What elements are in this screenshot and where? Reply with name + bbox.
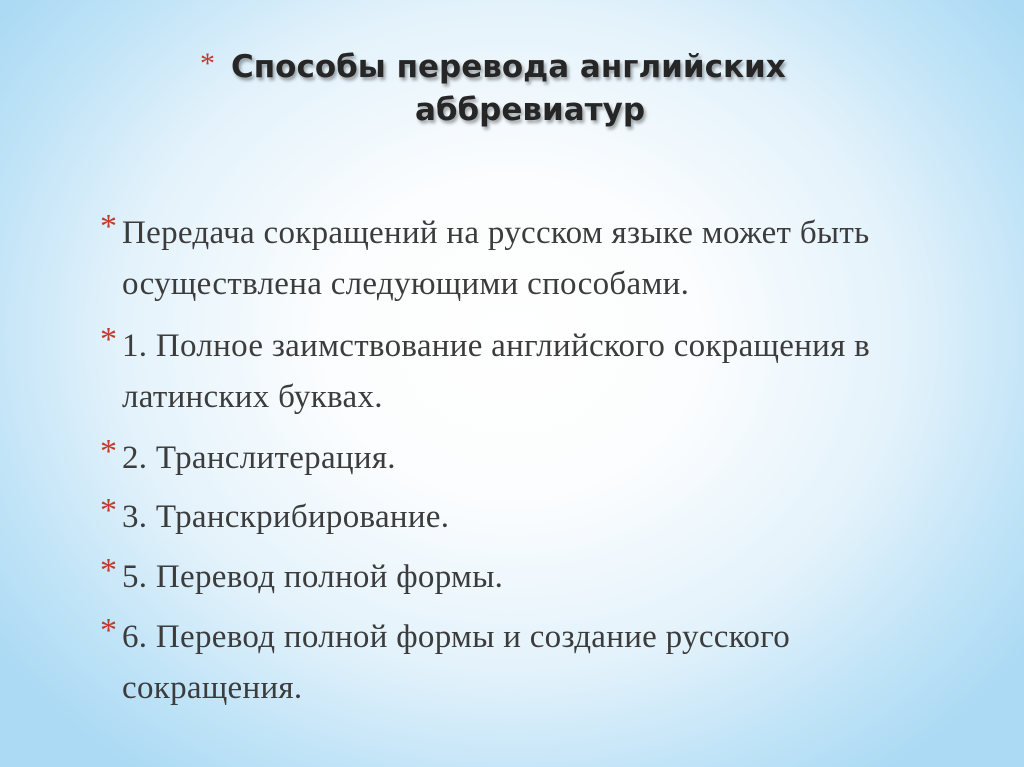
- list-item-text: 2. Транслитерация.: [122, 440, 396, 476]
- bullet-icon: *: [100, 492, 118, 529]
- slide-title: [200, 42, 820, 132]
- list-item-text: 1. Полное заимствование английского сокращения в латинских буквах.: [122, 328, 871, 415]
- bullet-icon: *: [100, 612, 118, 649]
- bullet-icon: *: [100, 321, 118, 358]
- title-line-2: аббревиатур: [414, 92, 646, 128]
- title-bullet-icon: *: [200, 47, 215, 80]
- list-item: [100, 612, 960, 714]
- list-item: [100, 208, 960, 310]
- list-item-text: 6. Перевод полной формы и создание русского сокращения.: [122, 619, 791, 706]
- list-item: [100, 552, 960, 603]
- bullet-icon: *: [100, 433, 118, 470]
- list-item: [100, 492, 960, 543]
- list-item-text: 3. Транскрибирование.: [122, 499, 450, 535]
- list-item-text: 5. Перевод полной формы.: [122, 559, 504, 595]
- title-line-1: [200, 42, 820, 89]
- title-text-1: Способы перевода английских: [231, 49, 786, 85]
- bullet-icon: *: [100, 552, 118, 589]
- bullet-list: [100, 208, 960, 714]
- bullet-icon: *: [100, 208, 118, 245]
- list-item: [100, 321, 960, 423]
- list-item-text: Передача сокращений на русском языке может быть осуществлена следующими способами.: [122, 215, 870, 302]
- list-item: [100, 433, 960, 484]
